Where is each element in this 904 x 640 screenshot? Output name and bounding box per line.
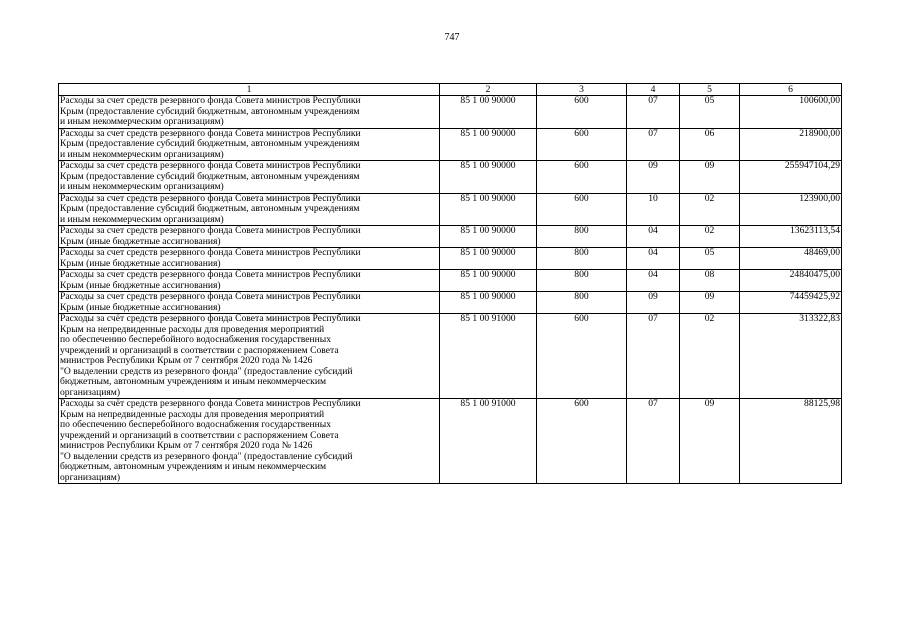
table-row bbox=[59, 292, 842, 314]
header-row bbox=[59, 84, 842, 96]
amount-cell: 255947104,29 bbox=[740, 161, 842, 194]
section-cell: 07 bbox=[627, 399, 680, 484]
expense-type-cell: 800 bbox=[537, 226, 627, 248]
table-row bbox=[59, 314, 842, 399]
table-row bbox=[59, 161, 842, 194]
expense-type-cell: 600 bbox=[537, 96, 627, 129]
expense-type-cell: 600 bbox=[537, 193, 627, 226]
target-code-cell: 85 1 00 90000 bbox=[440, 128, 537, 161]
expense-type-cell: 600 bbox=[537, 314, 627, 399]
section-cell: 07 bbox=[627, 128, 680, 161]
subsection-cell: 02 bbox=[680, 193, 740, 226]
subsection-cell: 02 bbox=[680, 226, 740, 248]
section-cell: 09 bbox=[627, 292, 680, 314]
subsection-cell: 02 bbox=[680, 314, 740, 399]
header-col-5: 5 bbox=[680, 84, 740, 96]
table-row bbox=[59, 399, 842, 484]
description-cell: Расходы за счет средств резервного фонда Совета министров Республики Крым (иные бюджетные ассигнования) bbox=[59, 270, 440, 292]
amount-cell: 74459425,92 bbox=[740, 292, 842, 314]
amount-cell: 218900,00 bbox=[740, 128, 842, 161]
header-col-6: 6 bbox=[740, 84, 842, 96]
table-row bbox=[59, 96, 842, 129]
description-cell: Расходы за счет средств резервного фонда Совета министров Республики Крым (иные бюджетные ассигнования) bbox=[59, 226, 440, 248]
section-cell: 10 bbox=[627, 193, 680, 226]
subsection-cell: 05 bbox=[680, 96, 740, 129]
section-cell: 07 bbox=[627, 314, 680, 399]
description-cell: Расходы за счёт средств резервного фонда Совета министров Республики Крым на непредвиденные расходы для проведения мероприятий по обеспечению бесперебойного водоснабжения государственных учреждений и организаций в соответствии с распоряжением Совета министров Республики Крым от 7 сентября 2020 года № 1426 "О выделении средств из резервного фонда" (предоставление субсидий бюджетным, автономным учреждениям и иным некоммерческим организациям) bbox=[59, 314, 440, 399]
section-cell: 04 bbox=[627, 226, 680, 248]
table-row bbox=[59, 270, 842, 292]
header-col-4: 4 bbox=[627, 84, 680, 96]
header-col-1: 1 bbox=[59, 84, 440, 96]
target-code-cell: 85 1 00 90000 bbox=[440, 161, 537, 194]
target-code-cell: 85 1 00 90000 bbox=[440, 193, 537, 226]
amount-cell: 24840475,00 bbox=[740, 270, 842, 292]
description-cell: Расходы за счет средств резервного фонда Совета министров Республики Крым (предоставление субсидий бюджетным, автономным учреждениям и иным некоммерческим организациям) bbox=[59, 193, 440, 226]
page-number: 747 bbox=[444, 32, 460, 43]
expense-type-cell: 800 bbox=[537, 248, 627, 270]
description-cell: Расходы за счёт средств резервного фонда Совета министров Республики Крым на непредвиденные расходы для проведения мероприятий по обеспечению бесперебойного водоснабжения государственных учреждений и организаций в соответствии с распоряжением Совета министров Республики Крым от 7 сентября 2020 года № 1426 "О выделении средств из резервного фонда" (предоставление субсидий бюджетным, автономным учреждениям и иным некоммерческим организациям) bbox=[59, 399, 440, 484]
subsection-cell: 05 bbox=[680, 248, 740, 270]
amount-cell: 313322,83 bbox=[740, 314, 842, 399]
amount-cell: 88125,98 bbox=[740, 399, 842, 484]
subsection-cell: 09 bbox=[680, 292, 740, 314]
header-col-2: 2 bbox=[440, 84, 537, 96]
description-cell: Расходы за счет средств резервного фонда Совета министров Республики Крым (иные бюджетные ассигнования) bbox=[59, 248, 440, 270]
target-code-cell: 85 1 00 91000 bbox=[440, 399, 537, 484]
amount-cell: 123900,00 bbox=[740, 193, 842, 226]
subsection-cell: 09 bbox=[680, 399, 740, 484]
target-code-cell: 85 1 00 90000 bbox=[440, 96, 537, 129]
amount-cell: 48469,00 bbox=[740, 248, 842, 270]
expense-type-cell: 600 bbox=[537, 128, 627, 161]
target-code-cell: 85 1 00 90000 bbox=[440, 248, 537, 270]
table-row bbox=[59, 128, 842, 161]
expense-type-cell: 800 bbox=[537, 292, 627, 314]
target-code-cell: 85 1 00 91000 bbox=[440, 314, 537, 399]
amount-cell: 13623113,54 bbox=[740, 226, 842, 248]
section-cell: 07 bbox=[627, 96, 680, 129]
target-code-cell: 85 1 00 90000 bbox=[440, 270, 537, 292]
description-cell: Расходы за счет средств резервного фонда Совета министров Республики Крым (предоставление субсидий бюджетным, автономным учреждениям и иным некоммерческим организациям) bbox=[59, 96, 440, 129]
subsection-cell: 06 bbox=[680, 128, 740, 161]
description-cell: Расходы за счет средств резервного фонда Совета министров Республики Крым (иные бюджетные ассигнования) bbox=[59, 292, 440, 314]
subsection-cell: 09 bbox=[680, 161, 740, 194]
section-cell: 04 bbox=[627, 248, 680, 270]
header-col-3: 3 bbox=[537, 84, 627, 96]
budget-table bbox=[58, 83, 842, 484]
target-code-cell: 85 1 00 90000 bbox=[440, 226, 537, 248]
description-cell: Расходы за счет средств резервного фонда Совета министров Республики Крым (предоставление субсидий бюджетным, автономным учреждениям и иным некоммерческим организациям) bbox=[59, 128, 440, 161]
target-code-cell: 85 1 00 90000 bbox=[440, 292, 537, 314]
expense-type-cell: 800 bbox=[537, 270, 627, 292]
expense-type-cell: 600 bbox=[537, 399, 627, 484]
table-row bbox=[59, 248, 842, 270]
description-cell: Расходы за счет средств резервного фонда Совета министров Республики Крым (предоставление субсидий бюджетным, автономным учреждениям и иным некоммерческим организациям) bbox=[59, 161, 440, 194]
section-cell: 09 bbox=[627, 161, 680, 194]
table-row bbox=[59, 226, 842, 248]
amount-cell: 100600,00 bbox=[740, 96, 842, 129]
expense-type-cell: 600 bbox=[537, 161, 627, 194]
table-row bbox=[59, 193, 842, 226]
section-cell: 04 bbox=[627, 270, 680, 292]
subsection-cell: 08 bbox=[680, 270, 740, 292]
